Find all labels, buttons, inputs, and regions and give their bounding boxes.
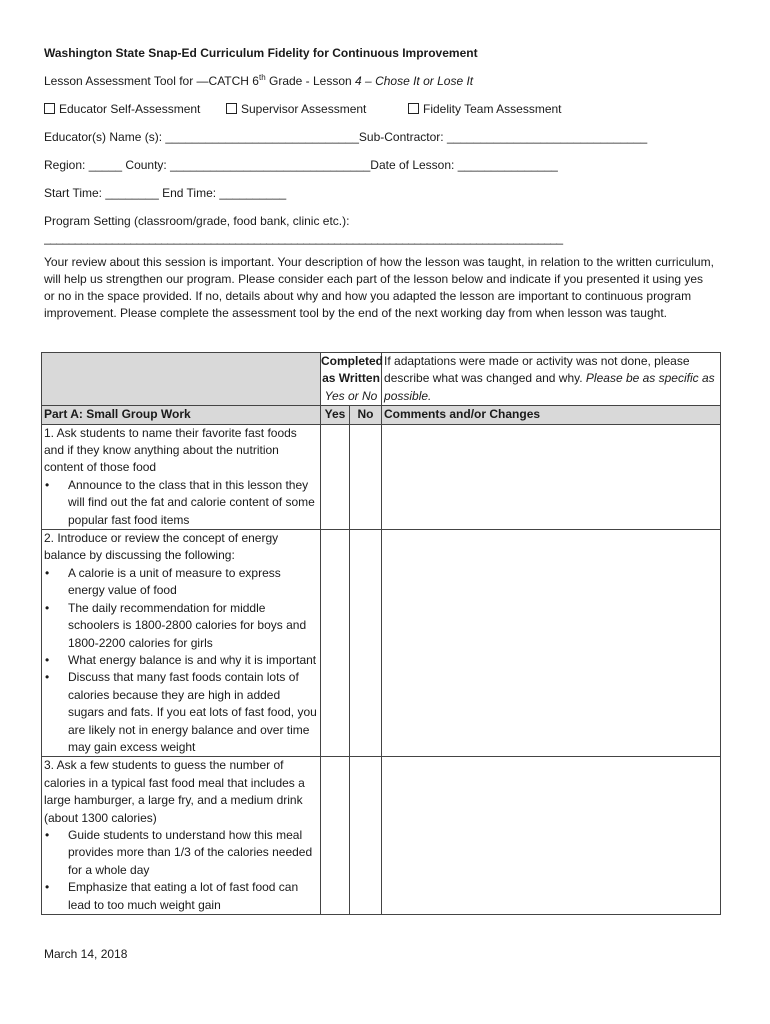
lesson-assessment-table <box>41 352 721 915</box>
footer-date: March 14, 2018 <box>44 947 128 961</box>
activity-2-no-cell[interactable] <box>350 530 382 757</box>
checkbox-icon[interactable] <box>408 103 419 114</box>
activity-2-cell <box>42 530 321 757</box>
supervisor-assessment-option[interactable] <box>226 101 408 117</box>
activity-1-comments-cell[interactable] <box>382 424 721 529</box>
completed-subheader: Yes or No <box>324 388 378 403</box>
intro-paragraph: Your review about this session is important. Your description of how the lesson was taught, in relation to the written curriculum, will help us strengthen our program. Please consider each part of the lesson below and indicate if you presented it using yes or no in the space provided. If no, details about why and how you adapted the lesson are important to continuous program improvement. Please complete the assessment tool by the end of the next working day from when lesson was taught. <box>44 255 714 320</box>
activity-1-bullets <box>44 477 318 529</box>
part-a-title: Part A: Small Group Work <box>42 406 321 424</box>
completed-header-label: Completed as Written <box>321 354 384 386</box>
lesson-subtitle <box>44 73 724 101</box>
assessment-type-row <box>44 101 724 129</box>
completed-as-written-header <box>321 353 382 406</box>
activity-1-yes-cell[interactable] <box>321 424 350 529</box>
list-item: • A calorie is a unit of measure to express energy value of food <box>68 565 318 600</box>
activity-3-yes-cell[interactable] <box>321 757 350 915</box>
fidelity-team-assessment-option[interactable] <box>408 101 562 117</box>
comments-column-header: Comments and/or Changes <box>382 406 721 424</box>
start-end-time-field[interactable]: Start Time: ________ End Time: __________ <box>44 186 287 200</box>
activity-1-no-cell[interactable] <box>350 424 382 529</box>
activity-3-comments-cell[interactable] <box>382 757 721 915</box>
activity-2-text: 2. Introduce or review the concept of energy balance by discussing the following: <box>44 531 279 563</box>
activity-3-cell <box>42 757 321 915</box>
list-item: • Announce to the class that in this lesson they will find out the fat and calorie content of some popular fast food items <box>68 477 318 529</box>
subtitle-middle: Grade - Lesson <box>265 74 356 88</box>
list-item: • Emphasize that eating a lot of fast food can lead to too much weight gain <box>68 879 318 914</box>
activity-2-yes-cell[interactable] <box>321 530 350 757</box>
yes-column-header: Yes <box>321 406 350 424</box>
activity-3-bullets <box>44 827 318 914</box>
adaptation-note-italic: Please be as specific as possible. <box>384 371 715 403</box>
subtitle-superscript: th <box>258 73 266 82</box>
activity-1-cell <box>42 424 321 529</box>
document-title: Washington State Snap-Ed Curriculum Fidelity for Continuous Improvement <box>44 46 478 60</box>
activity-2-comments-cell[interactable] <box>382 530 721 757</box>
subtitle-lesson-name: 4 – Chose It or Lose It <box>355 74 474 88</box>
list-item: • Guide students to understand how this meal provides more than 1/3 of the calories needed for a whole day <box>68 827 318 879</box>
table-header-row <box>42 353 721 406</box>
educator-self-assessment-label: Educator Self-Assessment <box>59 102 201 116</box>
educator-name-field[interactable]: Educator(s) Name (s): _____________________________Sub-Contractor: ______________________________ <box>44 130 648 144</box>
activity-3-no-cell[interactable] <box>350 757 382 915</box>
activity-1-text: 1. Ask students to name their favorite fast foods and if they know anything about the nutrition content of those food <box>44 425 297 475</box>
table-row <box>42 757 721 915</box>
program-setting-label: Program Setting (classroom/grade, food bank, clinic etc.): <box>44 214 350 228</box>
table-row <box>42 424 721 529</box>
checkbox-icon[interactable] <box>44 103 55 114</box>
region-county-date-field[interactable]: Region: _____ County: ______________________________Date of Lesson: _______________ <box>44 158 558 172</box>
subtitle-prefix: Lesson Assessment Tool for —CATCH 6 <box>44 74 259 88</box>
part-a-header-row <box>42 406 721 424</box>
fidelity-team-assessment-label: Fidelity Team Assessment <box>423 102 562 116</box>
table-row <box>42 530 721 757</box>
activity-2-bullets <box>44 565 318 756</box>
adaptation-note: If adaptations were made or activity was not done, please describe what was changed and why. <box>384 354 690 386</box>
adaptation-instructions <box>382 353 721 406</box>
list-item: • What energy balance is and why it is important <box>68 652 318 669</box>
educator-self-assessment-option[interactable] <box>44 101 226 117</box>
header-blank-cell <box>42 353 321 406</box>
list-item: • The daily recommendation for middle schoolers is 1800-2800 calories for boys and 1800-2200 calories for girls <box>68 600 318 652</box>
form-page <box>44 46 724 322</box>
activity-3-text: 3. Ask a few students to guess the number of calories in a typical fast food meal that includes a large hamburger, a large fry, and a medium drink (about 1300 calories) <box>44 758 305 825</box>
supervisor-assessment-label: Supervisor Assessment <box>241 102 367 116</box>
no-column-header: No <box>350 406 382 424</box>
checkbox-icon[interactable] <box>226 103 237 114</box>
program-setting-field[interactable]: ____________________________________________________________________________________ <box>44 231 563 245</box>
list-item: • Discuss that many fast foods contain lots of calories because they are high in added sugars and fats. If you eat lots of fast food, you are likely not in energy balance and over time may gain excess weight <box>68 669 318 756</box>
